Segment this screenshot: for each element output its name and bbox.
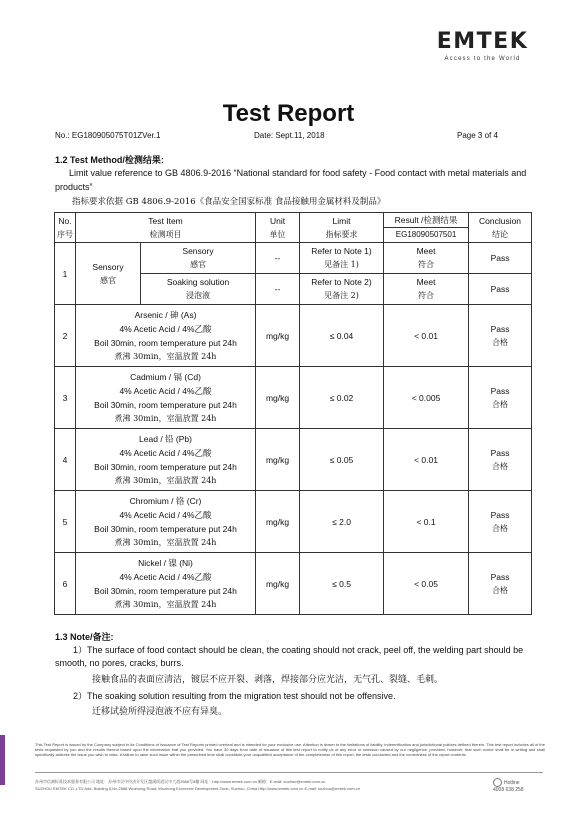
- conclusion-cell: Pass 合格: [469, 367, 532, 429]
- col-header-no: No. 序号: [55, 213, 76, 243]
- col-header-limit: Limit 指标要求: [300, 213, 384, 243]
- row-no: 3: [55, 367, 76, 429]
- unit-cell: mg/kg: [256, 429, 300, 491]
- row-no: 5: [55, 491, 76, 553]
- note-1-cn: 接触食品的表面应清洁，镀层不应开裂、剥落，焊接部分应光洁，无气孔、裂缝、毛刺。: [92, 675, 444, 685]
- method-text-cn: 指标要求依据 GB 4806.9-2016《食品安全国家标准 食品接触用金属材料及制品》: [72, 197, 386, 207]
- table-row: [55, 491, 532, 553]
- footer-address-cn: 苏州市信测标准技术服务有限公司 地址：苏州市吴中经济开发区越溪街道吴中大道2588号5幢 网址：http://www.emtek.com.cn 邮箱：E-mail: suzhou@emtek.com.cn: [35, 779, 326, 784]
- col-header-conclusion: Conclusion 结论: [469, 213, 532, 243]
- col-header-item: Test Item 检测项目: [76, 213, 256, 243]
- unit-cell: mg/kg: [256, 367, 300, 429]
- limit-cell: ≤ 0.05: [300, 429, 384, 491]
- row-no: 4: [55, 429, 76, 491]
- result-cell: < 0.01: [384, 429, 469, 491]
- test-item: Soaking solution 浸泡液: [141, 274, 256, 305]
- limit-cell: ≤ 2.0: [300, 491, 384, 553]
- table-row: [55, 367, 532, 429]
- logo-tagline: Access to the World: [444, 56, 521, 62]
- conclusion-cell: Pass 合格: [469, 305, 532, 367]
- limit-cell: ≤ 0.5: [300, 553, 384, 615]
- test-item: Nickel / 镍 (Ni) 4% Acetic Acid / 4%乙酸 Boil 30min, room temperature put 24h 煮沸 30min，室温放置 24h: [76, 553, 256, 615]
- result-cell: < 0.05: [384, 553, 469, 615]
- phone-icon: [493, 778, 502, 787]
- conclusion-cell: Pass 合格: [469, 491, 532, 553]
- footer-address-en: SUZHOU EMTEK CO.,LTD Add: Building 5,No.2588 Wuzhong Road, Wuzhong Economic Development Zone, Suzhou, China Http://www.emtek.com.cn E-mail: suzhou@emtek.com.cn: [35, 786, 360, 791]
- conclusion-cell: Pass: [469, 243, 532, 274]
- col-header-unit: Unit 单位: [256, 213, 300, 243]
- limit-cell: Refer to Note 1) 见备注 1): [300, 243, 384, 274]
- result-cell: Meet 符合: [384, 274, 469, 305]
- page-number: Page 3 of 4: [457, 131, 498, 140]
- table-header-row: [55, 213, 532, 243]
- result-cell: Meet 符合: [384, 243, 469, 274]
- sensory-group: Sensory 感官: [76, 243, 141, 305]
- company-logo: [420, 30, 545, 62]
- unit-cell: mg/kg: [256, 491, 300, 553]
- table-row: [55, 429, 532, 491]
- report-number: No.: EG180905075T01ZVer.1: [55, 131, 161, 140]
- footer-disclaimer: This Test Report is issued by the Company subject to its Conditions of Issuance of Test Reports printed overleaf and is intended for your exclusive use. Attention is drawn to the limitations of liability, indemnification and jurisdictional policies defined therein. This test report includes all of the tests requested by you and the results thereof based upon the information that you provided. You have 30 days from date of issuance of this test report to notify us of any error or omission caused by our negligence, provided, however, that such notice shall be in writing and shall specifically address the issue you wish to raise. A failure to raise such issue within the prescribed time shall constitute your unqualified acceptance of the completeness of this report, the tests conducted and the correctness of the report contents.: [35, 742, 545, 757]
- test-item: Arsenic / 砷 (As) 4% Acetic Acid / 4%乙酸 Boil 30min, room temperature put 24h 煮沸 30min，室温放置 24h: [76, 305, 256, 367]
- method-text: [55, 166, 530, 194]
- row-no: 2: [55, 305, 76, 367]
- result-cell: < 0.01: [384, 305, 469, 367]
- test-item: Cadmium / 镉 (Cd) 4% Acetic Acid / 4%乙酸 Boil 30min, room temperature put 24h 煮沸 30min，室温放置 24h: [76, 367, 256, 429]
- logo-name: EMTEK: [436, 29, 529, 54]
- note-2-en: 2）The soaking solution resulting from the migration test should not be offensive.: [73, 691, 396, 701]
- section-heading-method: 1.2 Test Method/检测结果:: [55, 155, 164, 165]
- results-table: [54, 212, 532, 615]
- unit-cell: --: [256, 274, 300, 305]
- table-row: [55, 305, 532, 367]
- limit-cell: ≤ 0.04: [300, 305, 384, 367]
- note-2-cn: 迁移试验所得浸泡液不应有异臭。: [92, 707, 228, 717]
- result-cell: < 0.005: [384, 367, 469, 429]
- table-row: [55, 243, 532, 274]
- col-header-result: Result /检测结果 EG18090507501: [384, 213, 469, 243]
- hotline-label: Hotline: [504, 779, 520, 786]
- hotline-number: 4008 638 258: [493, 787, 524, 793]
- test-item: Chromium / 铬 (Cr) 4% Acetic Acid / 4%乙酸 Boil 30min, room temperature put 24h 煮沸 30min，室温放置 24h: [76, 491, 256, 553]
- row-no: 1: [55, 243, 76, 305]
- unit-cell: mg/kg: [256, 553, 300, 615]
- test-item: Sensory 感官: [141, 243, 256, 274]
- section-heading-note: 1.3 Note/备注:: [55, 632, 114, 642]
- unit-cell: --: [256, 243, 300, 274]
- row-no: 6: [55, 553, 76, 615]
- limit-cell: ≤ 0.02: [300, 367, 384, 429]
- conclusion-cell: Pass 合格: [469, 429, 532, 491]
- note-1-en: 1）The surface of food contact should be clean, the coating should not crack, peel off, the welding part should be smooth, no pores, cracks, burrs.: [55, 645, 524, 668]
- page-title: Test Report: [222, 100, 355, 127]
- hotline: [493, 778, 524, 793]
- footer-divider: [35, 772, 543, 773]
- table-row: [55, 553, 532, 615]
- result-cell: < 0.1: [384, 491, 469, 553]
- method-text-en: Limit value reference to GB 4806.9-2016 “National standard for food safety - Food contact with metal materials and products”: [55, 168, 527, 192]
- unit-cell: mg/kg: [256, 305, 300, 367]
- test-item: Lead / 铅 (Pb) 4% Acetic Acid / 4%乙酸 Boil 30min, room temperature put 24h 煮沸 30min，室温放置 24h: [76, 429, 256, 491]
- conclusion-cell: Pass 合格: [469, 553, 532, 615]
- side-accent-bar: [0, 735, 5, 785]
- report-date: Date: Sept.11, 2018: [254, 131, 325, 140]
- conclusion-cell: Pass: [469, 274, 532, 305]
- limit-cell: Refer to Note 2) 见备注 2): [300, 274, 384, 305]
